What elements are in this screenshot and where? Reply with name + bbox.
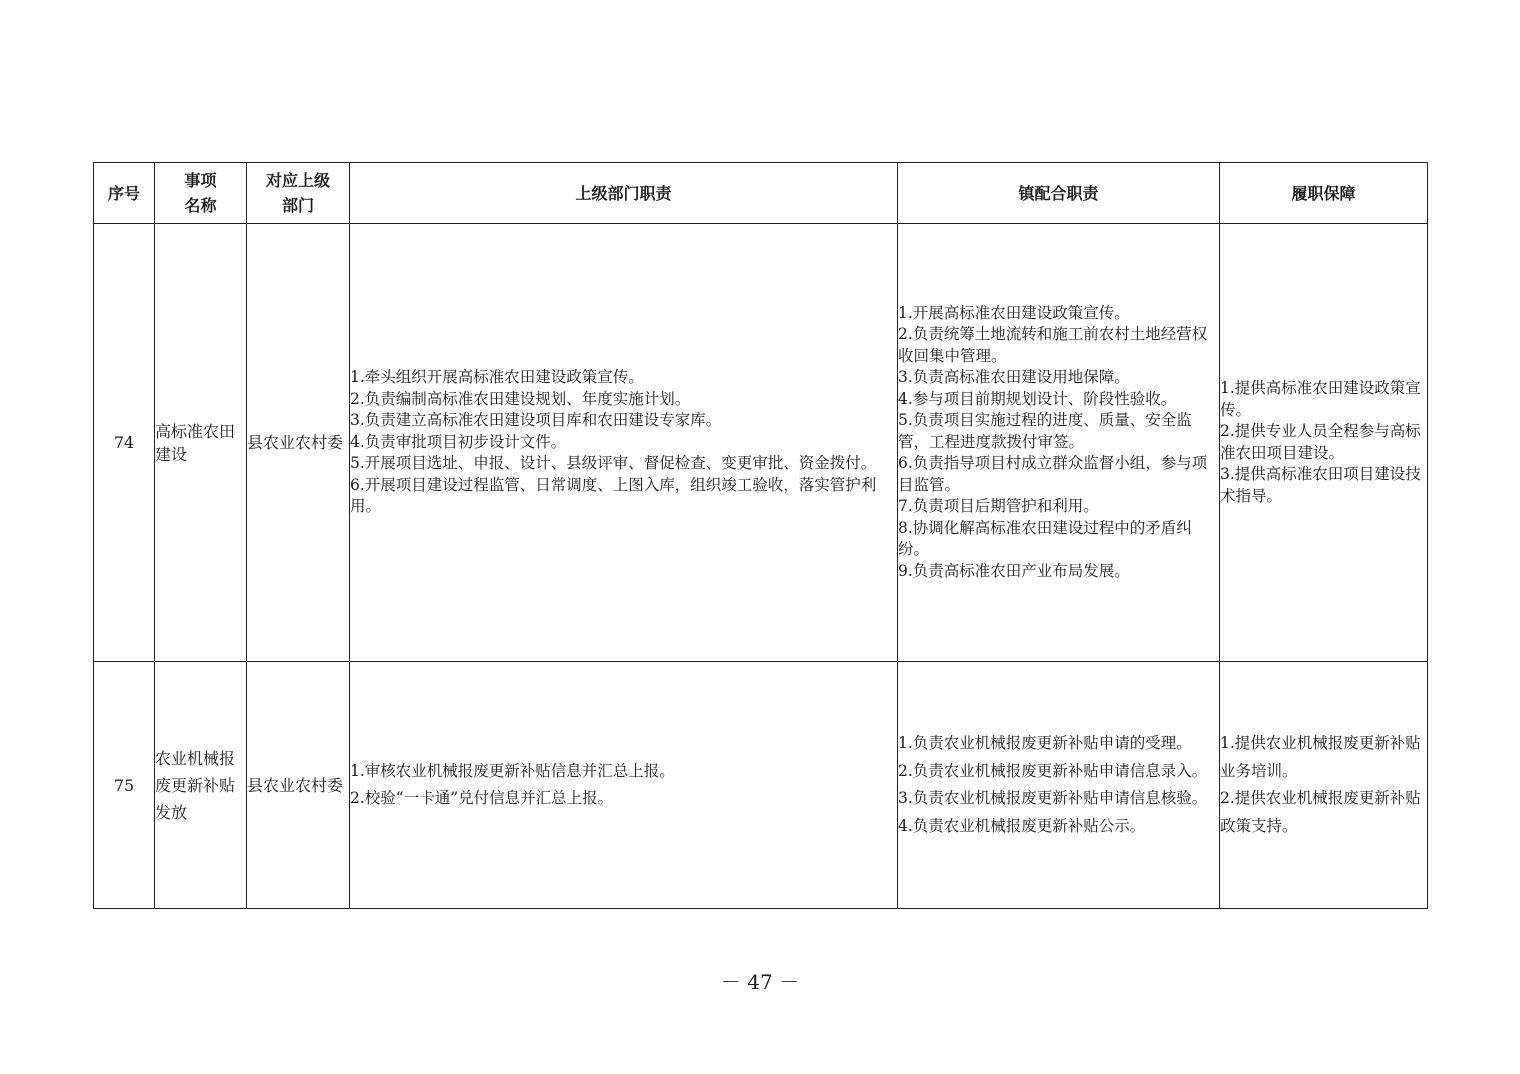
upper-duty-item: 4.负责审批项目初步设计文件。 [350,432,567,451]
table-header-row [94,163,1428,224]
upper-duty-cell [350,662,898,909]
town-duty-item: 3.负责农业机械报废更新补贴申请信息核验。 [898,789,1208,807]
guarantee-cell [1220,662,1428,909]
upper-duty-cell [350,224,898,662]
upper-duty-item: 1.牵头组织开展高标准农田建设政策宣传。 [350,368,644,387]
item-name: 农业机械报废更新补贴发放 [155,662,247,909]
upper-duty-item: 2.校验“一卡通”兑付信息并汇总上报。 [350,789,614,807]
town-duty-item: 4.参与项目前期规划设计、阶段性验收。 [898,389,1177,408]
table-row [94,662,1428,909]
town-duty-item: 4.负责农业机械报废更新补贴公示。 [898,816,1146,835]
upper-duty-item: 5.开展项目选址、申报、设计、县级评审、督促检查、变更审批、资金拨付。 [350,454,877,473]
upper-duty-item: 3.负责建立高标准农田建设项目库和农田建设专家库。 [350,411,722,430]
town-duty-item: 2.负责统筹土地流转和施工前农村土地经营权收回集中管理。 [898,325,1208,365]
guarantee-item: 2.提供农业机械报废更新补贴政策支持。 [1220,789,1421,835]
upper-duty-item: 1.审核农业机械报废更新补贴信息并汇总上报。 [350,761,675,780]
upper-duty-item: 2.负责编制高标准农田建设规划、年度实施计划。 [350,389,691,408]
header-upper-dept: 对应上级部门 [247,163,350,224]
town-duty-item: 9.负责高标准农田产业布局发展。 [898,561,1130,580]
item-name: 高标准农田建设 [155,224,247,662]
guarantee-item: 1.提供高标准农田建设政策宣传。 [1220,379,1421,419]
town-duty-item: 3.负责高标准农田建设用地保障。 [898,368,1130,387]
guarantee-item: 1.提供农业机械报废更新补贴业务培训。 [1220,734,1421,780]
duty-table [93,162,1428,909]
town-duty-item: 1.开展高标准农田建设政策宣传。 [898,303,1130,322]
upper-dept: 县农业农村委 [247,224,350,662]
town-duty-item: 7.负责项目后期管护和利用。 [898,497,1099,516]
town-duty-cell [898,224,1220,662]
guarantee-item: 3.提供高标准农田项目建设技术指导。 [1220,465,1421,505]
table-row [94,224,1428,662]
upper-dept: 县农业农村委 [247,662,350,909]
header-item-name: 事项名称 [155,163,247,224]
row-number: 75 [94,662,155,909]
header-guarantee: 履职保障 [1220,163,1428,224]
header-upper-duty: 上级部门职责 [350,163,898,224]
town-duty-item: 2.负责农业机械报废更新补贴申请信息录入。 [898,761,1208,780]
town-duty-item: 1.负责农业机械报废更新补贴申请的受理。 [898,734,1192,752]
guarantee-item: 2.提供专业人员全程参与高标准农田项目建设。 [1220,422,1421,462]
header-no: 序号 [94,163,155,224]
header-town-duty: 镇配合职责 [898,163,1220,224]
guarantee-cell [1220,224,1428,662]
town-duty-cell [898,662,1220,909]
row-number: 74 [94,224,155,662]
town-duty-item: 8.协调化解高标准农田建设过程中的矛盾纠纷。 [898,518,1192,559]
town-duty-item: 6.负责指导项目村成立群众监督小组，参与项目监管。 [898,454,1208,494]
upper-duty-item: 6.开展项目建设过程监管、日常调度、上图入库，组织竣工验收，落实管护利用。 [350,475,877,516]
town-duty-item: 5.负责项目实施过程的进度、质量、安全监管，工程进度款拨付审签。 [898,411,1192,451]
page-number: － 47 － [720,970,800,994]
